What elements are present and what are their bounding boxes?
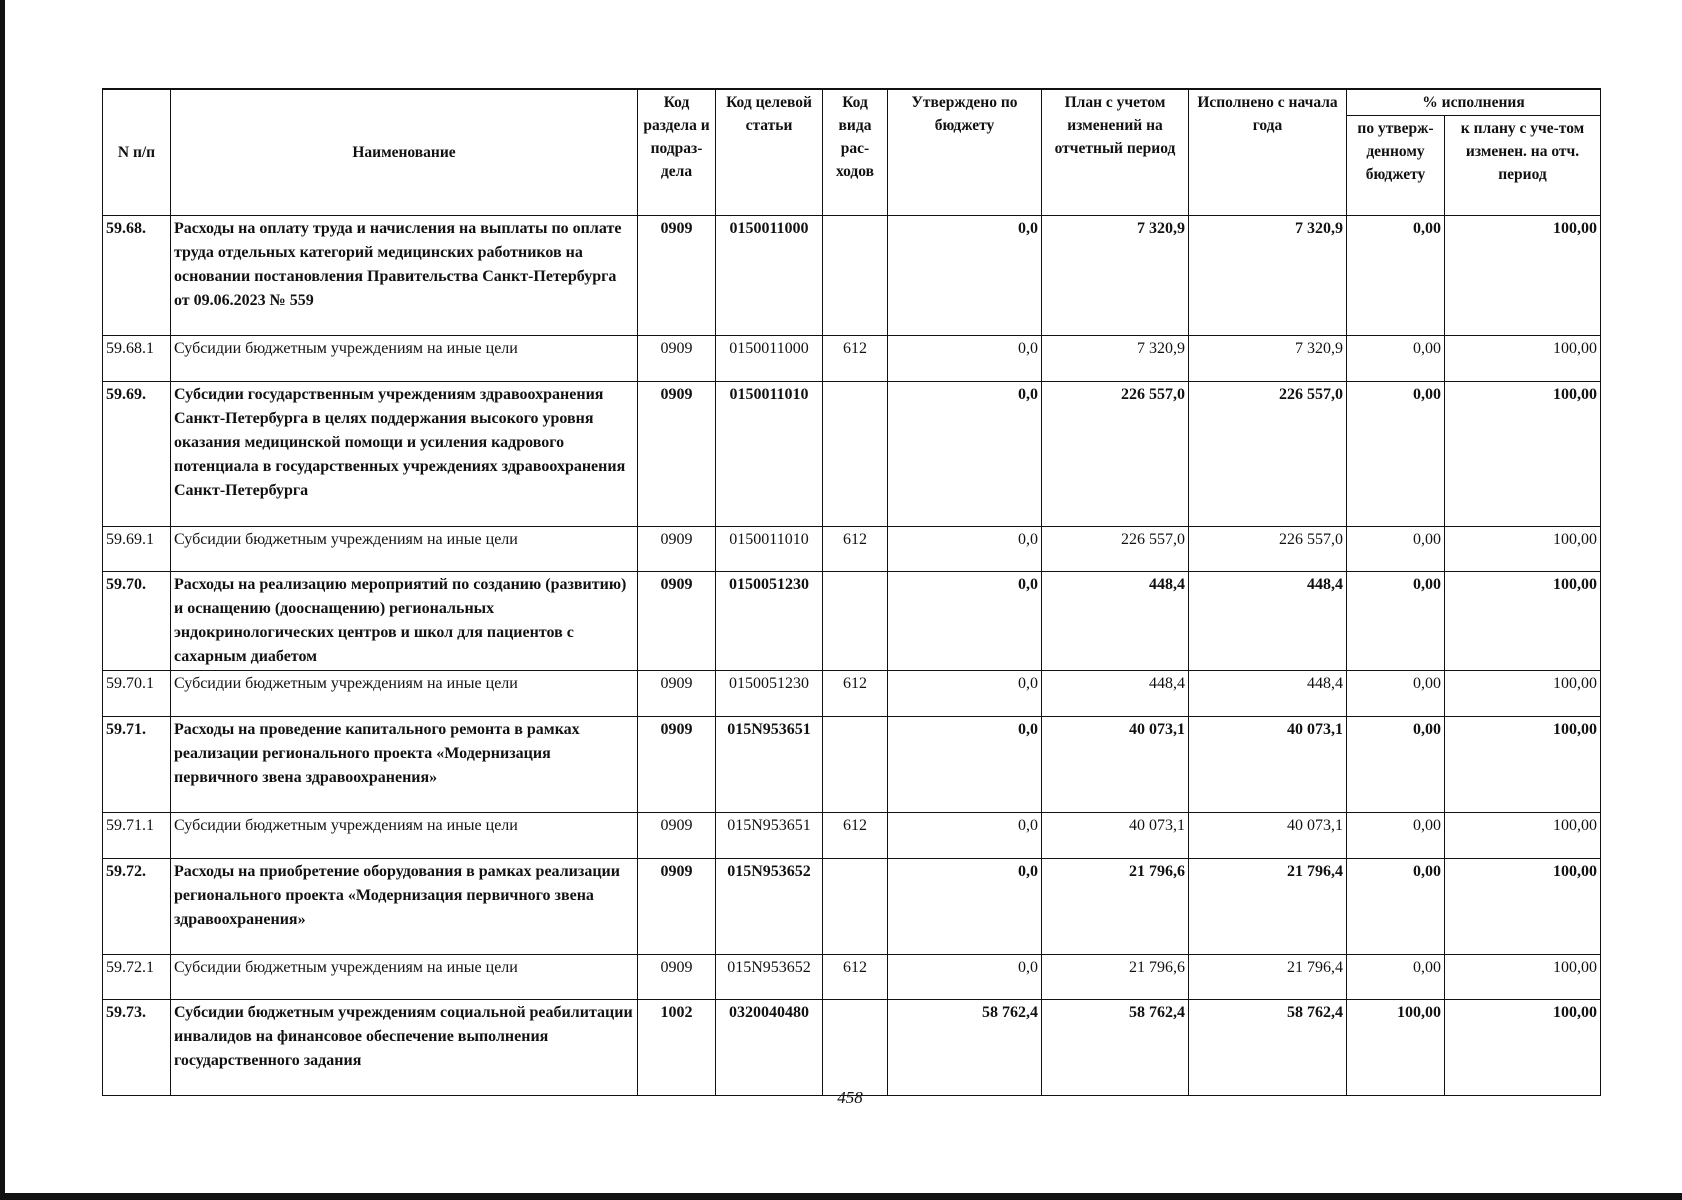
row-plan: 7 320,9 bbox=[1042, 216, 1189, 336]
table-header bbox=[103, 89, 1601, 216]
row-pct-budget: 0,00 bbox=[1347, 527, 1445, 572]
row-kod-razdela: 0909 bbox=[638, 717, 716, 813]
row-kod-celevoy: 015N953651 bbox=[716, 813, 823, 859]
header-utverzhdeno: Утверждено по бюджету bbox=[888, 89, 1042, 216]
row-plan: 58 762,4 bbox=[1042, 1000, 1189, 1096]
row-kod-vida: 612 bbox=[823, 336, 888, 382]
row-plan: 40 073,1 bbox=[1042, 717, 1189, 813]
row-name: Субсидии бюджетным учреждениям на иные цели bbox=[171, 955, 638, 1000]
row-ispolneno: 448,4 bbox=[1189, 572, 1347, 671]
table-row bbox=[103, 955, 1601, 1000]
row-number: 59.71.1 bbox=[103, 813, 171, 859]
table-row bbox=[103, 859, 1601, 955]
row-kod-celevoy: 0150011000 bbox=[716, 336, 823, 382]
row-pct-plan: 100,00 bbox=[1445, 955, 1601, 1000]
header-pct-plan: к плану с уче-том изменен. на отч. период bbox=[1445, 116, 1601, 216]
row-kod-vida bbox=[823, 216, 888, 336]
table-row bbox=[103, 572, 1601, 671]
row-kod-vida bbox=[823, 859, 888, 955]
table-row bbox=[103, 336, 1601, 382]
row-number: 59.72.1 bbox=[103, 955, 171, 1000]
row-kod-vida bbox=[823, 1000, 888, 1096]
row-kod-vida bbox=[823, 572, 888, 671]
scan-bottom-edge bbox=[0, 1193, 1682, 1200]
row-ispolneno: 448,4 bbox=[1189, 671, 1347, 717]
row-name: Субсидии бюджетным учреждениям на иные цели bbox=[171, 813, 638, 859]
header-pct-group: % исполнения bbox=[1347, 89, 1601, 116]
row-utverzhdeno: 0,0 bbox=[888, 955, 1042, 1000]
row-pct-budget: 0,00 bbox=[1347, 717, 1445, 813]
row-kod-celevoy: 015N953651 bbox=[716, 717, 823, 813]
row-kod-razdela: 0909 bbox=[638, 382, 716, 527]
header-kod-celevoy: Код целевой статьи bbox=[716, 89, 823, 216]
row-kod-razdela: 0909 bbox=[638, 572, 716, 671]
row-name: Субсидии бюджетным учреждениям на иные цели bbox=[171, 336, 638, 382]
row-number: 59.70.1 bbox=[103, 671, 171, 717]
page-number: 458 bbox=[837, 1088, 863, 1107]
row-ispolneno: 226 557,0 bbox=[1189, 382, 1347, 527]
row-number: 59.68. bbox=[103, 216, 171, 336]
row-plan: 448,4 bbox=[1042, 572, 1189, 671]
row-plan: 40 073,1 bbox=[1042, 813, 1189, 859]
row-utverzhdeno: 0,0 bbox=[888, 859, 1042, 955]
row-pct-plan: 100,00 bbox=[1445, 527, 1601, 572]
row-pct-budget: 0,00 bbox=[1347, 955, 1445, 1000]
header-plan: План с учетом изменений на отчетный период bbox=[1042, 89, 1189, 216]
row-number: 59.71. bbox=[103, 717, 171, 813]
header-ispolneno: Исполнено с начала года bbox=[1189, 89, 1347, 216]
row-kod-vida: 612 bbox=[823, 955, 888, 1000]
row-kod-razdela: 1002 bbox=[638, 1000, 716, 1096]
row-ispolneno: 21 796,4 bbox=[1189, 859, 1347, 955]
row-utverzhdeno: 0,0 bbox=[888, 717, 1042, 813]
row-kod-razdela: 0909 bbox=[638, 955, 716, 1000]
row-kod-celevoy: 0150051230 bbox=[716, 572, 823, 671]
row-ispolneno: 21 796,4 bbox=[1189, 955, 1347, 1000]
row-name: Расходы на приобретение оборудования в рамках реализации регионального проекта «Модернизация первичного звена здравоохранения» bbox=[171, 859, 638, 955]
row-number: 59.72. bbox=[103, 859, 171, 955]
row-pct-plan: 100,00 bbox=[1445, 813, 1601, 859]
row-plan: 448,4 bbox=[1042, 671, 1189, 717]
row-kod-razdela: 0909 bbox=[638, 336, 716, 382]
header-pct-budget: по утверж-денному бюджету bbox=[1347, 116, 1445, 216]
row-pct-budget: 0,00 bbox=[1347, 336, 1445, 382]
row-kod-celevoy: 0150051230 bbox=[716, 671, 823, 717]
row-kod-vida: 612 bbox=[823, 527, 888, 572]
row-name: Расходы на проведение капитального ремонта в рамках реализации регионального проекта «Модернизация первичного звена здравоохранения» bbox=[171, 717, 638, 813]
row-kod-razdela: 0909 bbox=[638, 216, 716, 336]
row-kod-vida bbox=[823, 717, 888, 813]
row-ispolneno: 7 320,9 bbox=[1189, 216, 1347, 336]
header-kod-razdela: Код раздела и подраз-дела bbox=[638, 89, 716, 216]
row-ispolneno: 40 073,1 bbox=[1189, 717, 1347, 813]
row-pct-budget: 0,00 bbox=[1347, 382, 1445, 527]
header-kod-vida: Код вида рас-ходов bbox=[823, 89, 888, 216]
row-plan: 21 796,6 bbox=[1042, 955, 1189, 1000]
row-name: Расходы на оплату труда и начисления на выплаты по оплате труда отдельных категорий медицинских работников на основании постановления Правительства Санкт-Петербурга от 09.06.2023 № 559 bbox=[171, 216, 638, 336]
row-utverzhdeno: 0,0 bbox=[888, 572, 1042, 671]
row-pct-plan: 100,00 bbox=[1445, 336, 1601, 382]
row-pct-plan: 100,00 bbox=[1445, 1000, 1601, 1096]
row-number: 59.69. bbox=[103, 382, 171, 527]
table-row bbox=[103, 671, 1601, 717]
row-kod-vida: 612 bbox=[823, 671, 888, 717]
row-kod-vida bbox=[823, 382, 888, 527]
row-utverzhdeno: 0,0 bbox=[888, 527, 1042, 572]
row-pct-budget: 0,00 bbox=[1347, 813, 1445, 859]
row-utverzhdeno: 0,0 bbox=[888, 336, 1042, 382]
row-kod-razdela: 0909 bbox=[638, 671, 716, 717]
row-pct-plan: 100,00 bbox=[1445, 216, 1601, 336]
row-kod-celevoy: 015N953652 bbox=[716, 955, 823, 1000]
row-number: 59.73. bbox=[103, 1000, 171, 1096]
header-name: Наименование bbox=[171, 89, 638, 216]
row-pct-plan: 100,00 bbox=[1445, 671, 1601, 717]
row-pct-budget: 0,00 bbox=[1347, 216, 1445, 336]
row-ispolneno: 58 762,4 bbox=[1189, 1000, 1347, 1096]
row-kod-celevoy: 0320040480 bbox=[716, 1000, 823, 1096]
row-pct-plan: 100,00 bbox=[1445, 572, 1601, 671]
row-kod-celevoy: 0150011000 bbox=[716, 216, 823, 336]
row-kod-razdela: 0909 bbox=[638, 859, 716, 955]
row-ispolneno: 40 073,1 bbox=[1189, 813, 1347, 859]
row-plan: 226 557,0 bbox=[1042, 382, 1189, 527]
row-number: 59.68.1 bbox=[103, 336, 171, 382]
row-name: Субсидии бюджетным учреждениям на иные цели bbox=[171, 527, 638, 572]
row-number: 59.70. bbox=[103, 572, 171, 671]
row-kod-celevoy: 0150011010 bbox=[716, 382, 823, 527]
row-utverzhdeno: 0,0 bbox=[888, 382, 1042, 527]
row-kod-razdela: 0909 bbox=[638, 527, 716, 572]
row-utverzhdeno: 0,0 bbox=[888, 216, 1042, 336]
table-row bbox=[103, 717, 1601, 813]
row-name: Субсидии государственным учреждениям здравоохранения Санкт-Петербурга в целях поддержания высокого уровня оказания медицинской помощи и усиления кадрового потенциала в государственных учреждениях здравоохранения Санкт-Петербурга bbox=[171, 382, 638, 527]
table-row bbox=[103, 527, 1601, 572]
table-row bbox=[103, 382, 1601, 527]
row-name: Расходы на реализацию мероприятий по созданию (развитию) и оснащению (дооснащению) региональных эндокринологических центров и школ для пациентов с сахарным диабетом bbox=[171, 572, 638, 671]
table-body bbox=[103, 216, 1601, 1096]
header-num: N п/п bbox=[103, 89, 171, 216]
budget-table bbox=[102, 88, 1601, 1096]
row-kod-celevoy: 0150011010 bbox=[716, 527, 823, 572]
row-name: Субсидии бюджетным учреждениям социальной реабилитации инвалидов на финансовое обеспечение выполнения государственного задания bbox=[171, 1000, 638, 1096]
row-pct-budget: 100,00 bbox=[1347, 1000, 1445, 1096]
row-utverzhdeno: 58 762,4 bbox=[888, 1000, 1042, 1096]
row-name: Субсидии бюджетным учреждениям на иные цели bbox=[171, 671, 638, 717]
scan-left-edge bbox=[0, 0, 5, 1200]
row-pct-plan: 100,00 bbox=[1445, 382, 1601, 527]
row-plan: 21 796,6 bbox=[1042, 859, 1189, 955]
row-ispolneno: 226 557,0 bbox=[1189, 527, 1347, 572]
row-kod-razdela: 0909 bbox=[638, 813, 716, 859]
row-pct-budget: 0,00 bbox=[1347, 859, 1445, 955]
row-pct-budget: 0,00 bbox=[1347, 572, 1445, 671]
row-kod-vida: 612 bbox=[823, 813, 888, 859]
row-kod-celevoy: 015N953652 bbox=[716, 859, 823, 955]
table-row bbox=[103, 216, 1601, 336]
table-row bbox=[103, 1000, 1601, 1096]
table-row bbox=[103, 813, 1601, 859]
row-ispolneno: 7 320,9 bbox=[1189, 336, 1347, 382]
row-utverzhdeno: 0,0 bbox=[888, 813, 1042, 859]
row-number: 59.69.1 bbox=[103, 527, 171, 572]
row-utverzhdeno: 0,0 bbox=[888, 671, 1042, 717]
row-pct-budget: 0,00 bbox=[1347, 671, 1445, 717]
row-pct-plan: 100,00 bbox=[1445, 717, 1601, 813]
row-pct-plan: 100,00 bbox=[1445, 859, 1601, 955]
row-plan: 7 320,9 bbox=[1042, 336, 1189, 382]
row-plan: 226 557,0 bbox=[1042, 527, 1189, 572]
